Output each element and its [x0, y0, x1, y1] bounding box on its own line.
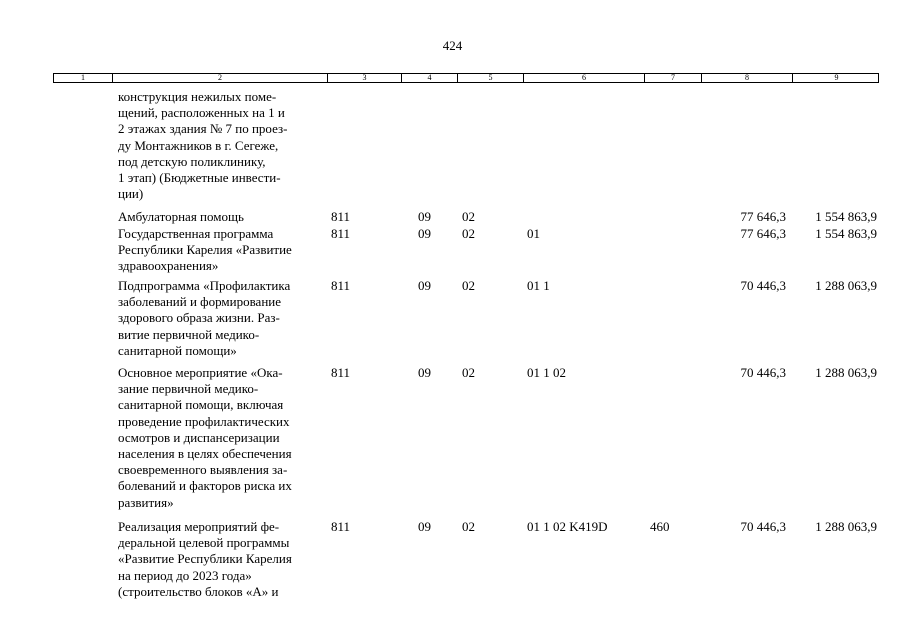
cell-value: 1 288 063,9	[815, 365, 877, 380]
cell-value: 01 1	[527, 278, 550, 293]
column-number: 8	[701, 73, 792, 83]
cell-value: 77 646,3	[740, 209, 786, 224]
cell-value: 09	[418, 226, 431, 241]
cell-value: 01 1 02	[527, 365, 566, 380]
cell-value: 811	[331, 365, 351, 380]
cell-value: 1 554 863,9	[815, 226, 877, 241]
column-number: 5	[457, 73, 523, 83]
column-number: 3	[327, 73, 401, 83]
column-number: 4	[401, 73, 457, 83]
cell-value: 02	[462, 226, 475, 241]
cell-value: 02	[462, 209, 475, 224]
cell-value: 09	[418, 278, 431, 293]
cell-value: 70 446,3	[740, 278, 786, 293]
cell-value: 1 554 863,9	[815, 209, 877, 224]
cell-value: 811	[331, 209, 351, 224]
cell-value: 09	[418, 365, 431, 380]
cell-value: 09	[418, 209, 431, 224]
cell-value: 01 1 02 K419D	[527, 519, 608, 534]
cell-value: 460	[650, 519, 670, 534]
cell-value: 70 446,3	[740, 519, 786, 534]
cell-value: 02	[462, 278, 475, 293]
row-name: Подпрограмма «Профилактика заболеваний и формирование здорового образа жизни. Раз- витие первичной медико- санитарной помощи»	[118, 278, 291, 358]
cell-value: 811	[331, 519, 351, 534]
page-number: 424	[442, 38, 463, 53]
cell-value: 811	[331, 278, 351, 293]
row-name: Реализация мероприятий фе- деральной целевой программы «Развитие Республики Карелия на период до 2023 года» (строительство блоков «А» и	[118, 519, 292, 599]
cell-value: 77 646,3	[740, 226, 786, 241]
cell-value: 1 288 063,9	[815, 519, 877, 534]
column-number: 7	[644, 73, 701, 83]
column-number: 2	[112, 73, 327, 83]
cell-value: 09	[418, 519, 431, 534]
row-name: конструкция нежилых поме- щений, расположенных на 1 и 2 этажах здания № 7 по проез- ду Монтажников в г. Сегеже, под детскую поликлинику, 1 этап) (Бюджетные инвести- ции)	[118, 89, 288, 202]
column-number-header	[53, 73, 879, 83]
column-number: 1	[81, 73, 85, 82]
column-number: 6	[523, 73, 644, 83]
column-number: 9	[792, 73, 880, 83]
row-name: Амбулаторная помощь	[118, 209, 244, 224]
cell-value: 01	[527, 226, 540, 241]
row-name: Основное мероприятие «Ока- зание первичной медико- санитарной помощи, включая проведение профилактических осмотров и диспансеризации населения в целях обеспечения своевременного выявления за- болеваний и факторов риска их развития»	[118, 365, 292, 510]
cell-value: 02	[462, 519, 475, 534]
cell-value: 1 288 063,9	[815, 278, 877, 293]
cell-value: 02	[462, 365, 475, 380]
row-name: Государственная программа Республики Карелия «Развитие здравоохранения»	[118, 226, 292, 274]
cell-value: 811	[331, 226, 351, 241]
cell-value: 70 446,3	[740, 365, 786, 380]
